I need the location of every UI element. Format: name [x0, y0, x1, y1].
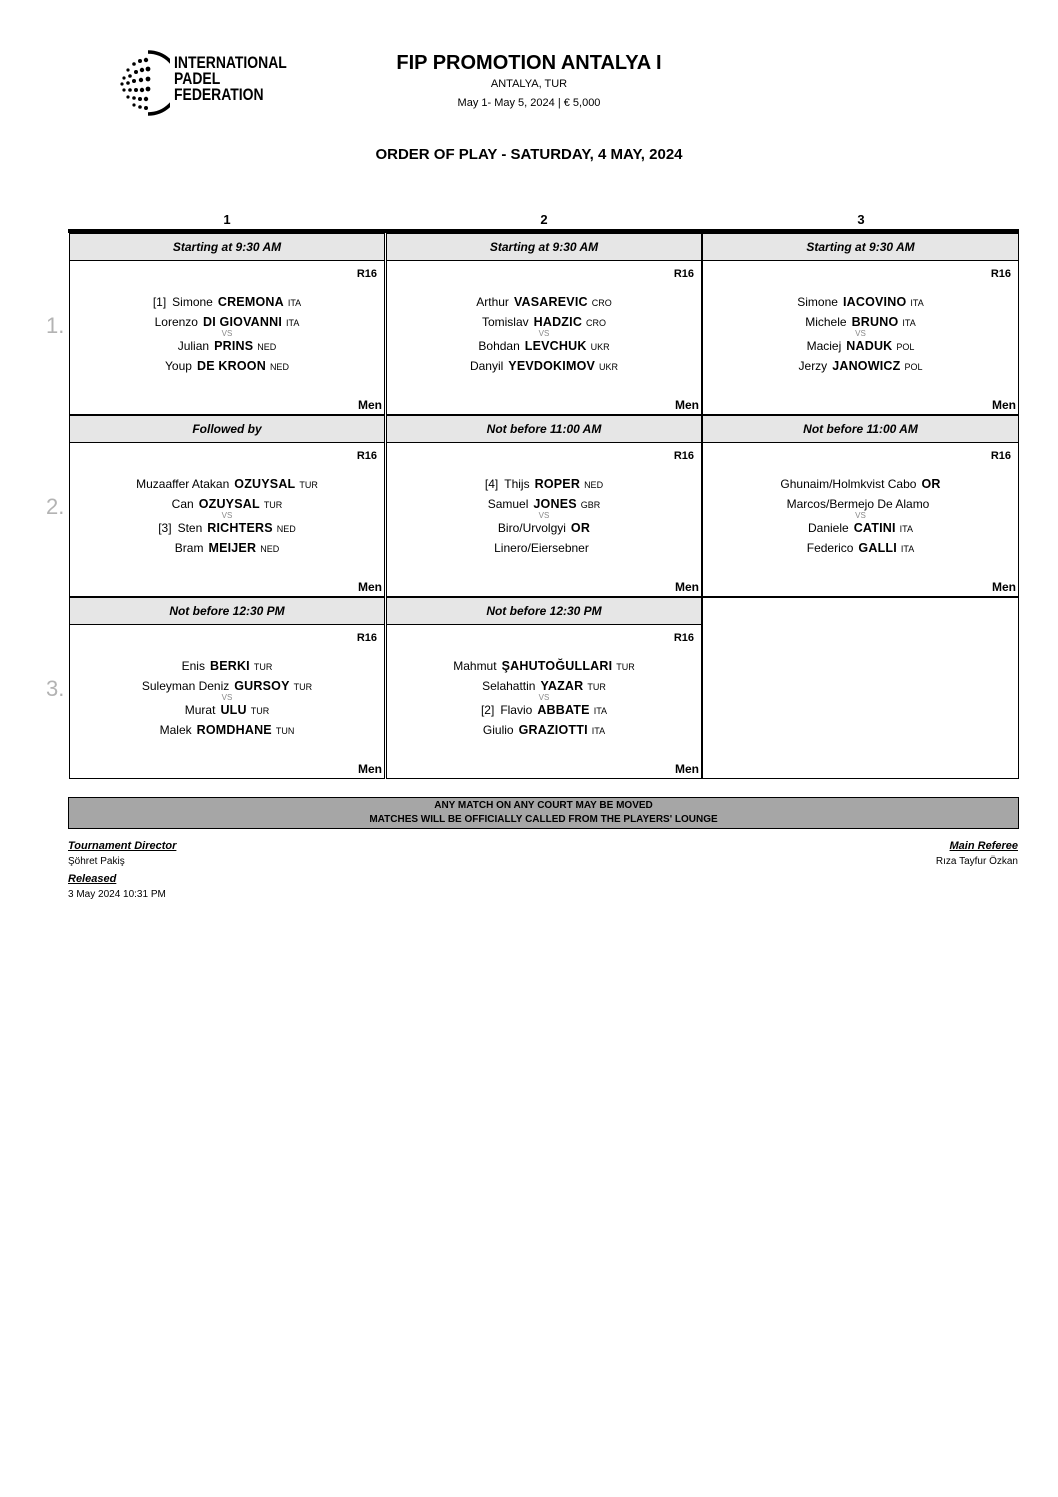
match-slot[interactable]	[386, 233, 702, 415]
vs-label: VS	[538, 693, 550, 702]
player-row	[70, 656, 384, 676]
player-last-name: PRINS	[214, 339, 254, 353]
vs-label: VS	[855, 329, 866, 338]
match-time: Followed by	[70, 416, 384, 443]
player-seed: [3]	[158, 521, 172, 535]
player-nationality: TUR	[250, 706, 270, 716]
match-time: Not before 11:00 AM	[387, 416, 701, 443]
player-row	[703, 518, 1018, 538]
player-last-name: GRAZIOTTI	[518, 723, 588, 737]
player-first-name: Murat	[184, 703, 216, 717]
vs-label: VS	[538, 329, 550, 338]
player-last-name: GURSOY	[234, 679, 290, 693]
match-round: R16	[673, 450, 694, 462]
match-players	[70, 474, 384, 558]
player-nationality: TUR	[293, 682, 313, 692]
player-nationality: NED	[260, 544, 280, 554]
player-nationality: TUN	[275, 726, 295, 736]
match-slot[interactable]	[69, 597, 385, 779]
vs-label: VS	[221, 329, 233, 338]
player-last-name: HADZIC	[533, 315, 583, 329]
released-value: 3 May 2024 10:31 PM	[68, 889, 166, 900]
row-label-3: 3.	[46, 676, 65, 701]
player-first-name: Muzaaffer Atakan	[136, 477, 230, 491]
player-nationality: UKR	[590, 342, 610, 352]
player-first-name: Linero/Eiersebner	[494, 541, 589, 555]
player-row	[70, 356, 384, 376]
player-first-name: Thijs	[504, 477, 530, 491]
player-first-name: Maciej	[806, 339, 842, 353]
player-last-name: CATINI	[853, 521, 896, 535]
player-nationality: NED	[584, 480, 604, 490]
match-round: R16	[990, 450, 1011, 462]
player-last-name: MEIJER	[208, 541, 257, 555]
player-last-name: ŞAHUTOĞULLARI	[501, 659, 613, 673]
player-nationality: TUR	[587, 682, 606, 692]
player-row	[70, 700, 384, 720]
player-row	[387, 720, 701, 740]
player-first-name: Sten	[177, 521, 203, 535]
player-nationality: POL	[896, 342, 915, 352]
player-last-name: VASAREVIC	[513, 295, 588, 309]
player-nationality: ITA	[900, 544, 915, 554]
player-first-name: Bram	[174, 541, 204, 555]
order-of-play-title: ORDER OF PLAY - SATURDAY, 4 MAY, 2024	[375, 146, 683, 163]
player-nationality: TUR	[253, 662, 273, 672]
referee-name: Rıza Tayfur Özkan	[935, 856, 1018, 867]
player-nationality: NED	[276, 524, 296, 534]
match-players	[387, 656, 701, 740]
player-row	[70, 720, 384, 740]
match-slot[interactable]	[69, 415, 385, 597]
match-time: Starting at 9:30 AM	[703, 234, 1018, 261]
player-first-name: Lorenzo	[154, 315, 198, 329]
match-category: Men	[358, 762, 382, 776]
player-last-name: ABBATE	[537, 703, 590, 717]
match-category: Men	[675, 398, 699, 412]
player-nationality: GBR	[580, 500, 601, 510]
player-first-name: Flavio	[500, 703, 533, 717]
player-first-name: Selahattin	[482, 679, 536, 693]
row-label-2: 2.	[46, 494, 65, 519]
player-nationality: ITA	[591, 726, 606, 736]
released-label: Released	[68, 873, 117, 885]
player-nationality: UKR	[599, 362, 619, 372]
player-row	[70, 292, 384, 312]
court-header-1: 1	[223, 212, 231, 227]
player-row	[703, 474, 1018, 494]
court-header-2: 2	[540, 212, 548, 227]
match-round: R16	[356, 450, 377, 462]
match-round: R16	[673, 632, 694, 644]
match-category: Men	[358, 398, 382, 412]
player-last-name: JONES	[533, 497, 577, 511]
match-round: R16	[356, 268, 377, 280]
match-time: Not before 12:30 PM	[70, 598, 384, 625]
player-nationality: ITA	[910, 298, 924, 308]
player-first-name: Julian	[177, 339, 210, 353]
match-category: Men	[358, 580, 382, 594]
player-last-name: IACOVINO	[842, 295, 907, 309]
player-first-name: Can	[171, 497, 194, 511]
player-row	[387, 292, 701, 312]
logo-line-3: FEDERATION	[174, 85, 264, 104]
player-nationality: TUR	[263, 500, 283, 510]
logo-line-1: INTERNATIONAL	[174, 53, 287, 72]
player-nationality: ITA	[899, 524, 913, 534]
row-label-1: 1.	[46, 313, 65, 338]
notice-banner	[68, 797, 1019, 829]
player-first-name: Simone	[797, 295, 838, 309]
match-round: R16	[356, 632, 377, 644]
player-row	[387, 474, 701, 494]
player-last-name: OZUYSAL	[234, 477, 296, 491]
match-time: Not before 12:30 PM	[387, 598, 701, 625]
player-first-name: Jerzy	[798, 359, 828, 373]
player-seed: [2]	[480, 703, 495, 717]
player-row	[387, 356, 701, 376]
player-row	[703, 336, 1018, 356]
player-first-name: Danyil	[469, 359, 504, 373]
player-nationality: CRO	[586, 318, 607, 328]
player-row	[70, 538, 384, 558]
tournament-location: ANTALYA, TUR	[490, 78, 568, 90]
vs-label: VS	[538, 511, 550, 520]
player-seed: [1]	[152, 295, 167, 309]
vs-label: VS	[855, 511, 866, 520]
player-row	[703, 356, 1018, 376]
player-nationality: ITA	[902, 318, 916, 328]
referee-label: Main Referee	[949, 840, 1018, 852]
player-last-name: DI GIOVANNI	[202, 315, 283, 329]
player-last-name: GALLI	[858, 541, 897, 555]
player-first-name: Giulio	[482, 723, 514, 737]
player-last-name: JANOWICZ	[832, 359, 901, 373]
player-last-name: DE KROON	[196, 359, 266, 373]
match-round: R16	[673, 268, 694, 280]
match-category: Men	[675, 762, 699, 776]
player-nationality: ITA	[287, 298, 302, 308]
player-last-name: YEVDOKIMOV	[508, 359, 596, 373]
player-first-name: Marcos/Bermejo De Alamo	[786, 497, 930, 511]
player-row	[70, 518, 384, 538]
match-players	[387, 474, 701, 558]
player-nationality: NED	[269, 362, 289, 372]
player-first-name: Simone	[172, 295, 213, 309]
player-first-name: Daniele	[808, 521, 849, 535]
match-time: Starting at 9:30 AM	[70, 234, 384, 261]
player-row	[387, 538, 701, 558]
player-last-name: BRUNO	[851, 315, 899, 329]
logo-line-2: PADEL	[174, 69, 221, 88]
player-first-name: Arthur	[476, 295, 509, 309]
player-first-name: Samuel	[487, 497, 529, 511]
match-players	[70, 656, 384, 740]
player-nationality: POL	[904, 362, 923, 372]
player-row	[387, 700, 701, 720]
match-slot[interactable]	[69, 233, 385, 415]
vs-label: VS	[221, 693, 233, 702]
match-time: Starting at 9:30 AM	[387, 234, 701, 261]
player-first-name: Suleyman Deniz	[141, 679, 230, 693]
notice-line-1: ANY MATCH ON ANY COURT MAY BE MOVED	[434, 800, 653, 811]
match-time: Not before 11:00 AM	[703, 416, 1018, 443]
player-row	[387, 336, 701, 356]
player-last-name: OR	[921, 477, 941, 491]
player-row	[703, 292, 1018, 312]
player-first-name: Ghunaim/Holmkvist Cabo	[780, 477, 917, 491]
player-last-name: BERKI	[209, 659, 250, 673]
player-first-name: Federico	[806, 541, 854, 555]
player-row	[387, 518, 701, 538]
player-last-name: ULU	[220, 703, 247, 717]
player-row	[70, 336, 384, 356]
player-last-name: ROPER	[534, 477, 581, 491]
match-players	[703, 292, 1018, 376]
player-row	[703, 538, 1018, 558]
player-row	[70, 474, 384, 494]
player-nationality: TUR	[616, 662, 635, 672]
match-players	[70, 292, 384, 376]
player-last-name: ROMDHANE	[196, 723, 272, 737]
player-nationality: TUR	[299, 480, 318, 490]
player-first-name: Tomislav	[481, 315, 529, 329]
court-header-3: 3	[857, 212, 865, 227]
tournament-title: FIP PROMOTION ANTALYA I	[396, 52, 662, 74]
player-last-name: LEVCHUK	[524, 339, 587, 353]
player-first-name: Mahmut	[453, 659, 497, 673]
player-nationality: ITA	[593, 706, 608, 716]
player-last-name: YAZAR	[540, 679, 584, 693]
player-nationality: CRO	[591, 298, 612, 308]
match-category: Men	[992, 580, 1016, 594]
player-first-name: Malek	[159, 723, 192, 737]
player-nationality: NED	[257, 342, 277, 352]
player-seed: [4]	[484, 477, 499, 491]
tournament-dates: May 1- May 5, 2024 | € 5,000	[457, 97, 601, 109]
player-last-name: OR	[570, 521, 591, 535]
director-label: Tournament Director	[68, 840, 177, 852]
match-category: Men	[992, 398, 1016, 412]
player-nationality: ITA	[286, 318, 300, 328]
match-round: R16	[990, 268, 1011, 280]
match-players	[703, 474, 1018, 558]
player-first-name: Bohdan	[478, 339, 520, 353]
director-name: Şöhret Pakiş	[68, 856, 125, 867]
player-first-name: Michele	[805, 315, 847, 329]
player-first-name: Youp	[165, 359, 192, 373]
player-last-name: RICHTERS	[207, 521, 273, 535]
vs-label: VS	[221, 511, 233, 520]
player-last-name: NADUK	[846, 339, 893, 353]
match-players	[387, 292, 701, 376]
empty-slot	[702, 597, 1019, 779]
notice-line-2: MATCHES WILL BE OFFICIALLY CALLED FROM THE PLAYERS' LOUNGE	[369, 814, 718, 825]
match-category: Men	[675, 580, 699, 594]
match-slot[interactable]	[386, 415, 702, 597]
match-slot[interactable]	[386, 597, 702, 779]
player-row	[387, 656, 701, 676]
player-last-name: CREMONA	[217, 295, 284, 309]
player-last-name: OZUYSAL	[198, 497, 260, 511]
match-slot[interactable]	[702, 233, 1019, 415]
player-first-name: Biro/Urvolgyi	[497, 521, 566, 535]
match-slot[interactable]	[702, 415, 1019, 597]
player-first-name: Enis	[181, 659, 205, 673]
